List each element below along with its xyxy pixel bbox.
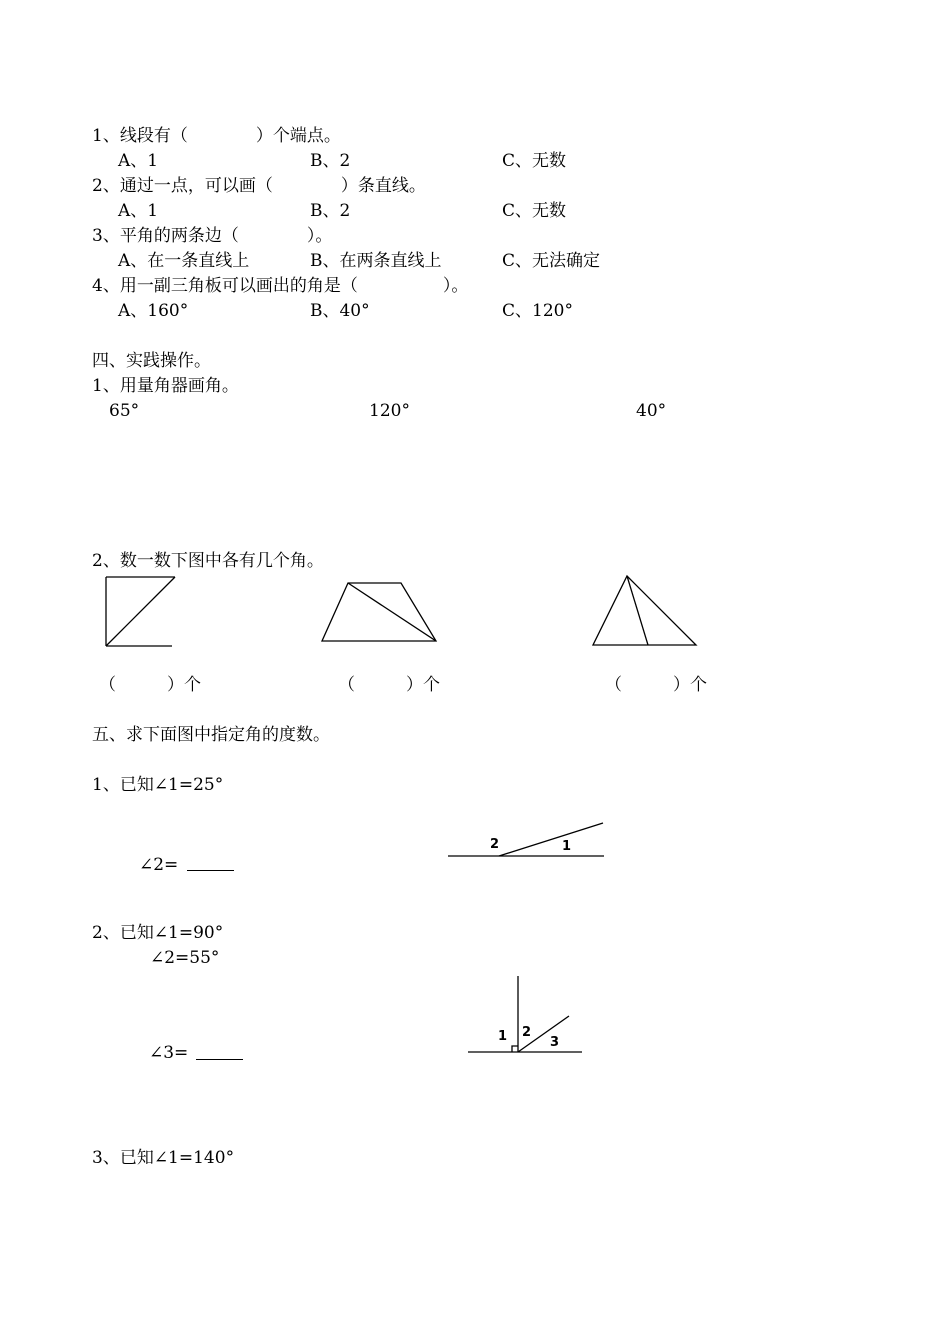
answer-trapezoid: （ ）个 <box>338 675 440 695</box>
fig1-label-1: 1 <box>562 839 572 854</box>
q3-stem: 3、平角的两条边（ ）。 <box>92 226 333 246</box>
q1-stem: 1、线段有（ ）个端点。 <box>92 126 341 146</box>
s5-p1-ask: ∠2= <box>139 855 179 875</box>
q1-option-a: A、1 <box>118 151 159 171</box>
s5-p3-given: 3、已知∠1=140° <box>92 1148 235 1168</box>
q2-option-a: A、1 <box>118 201 159 221</box>
angle-40-label: 40° <box>636 401 667 421</box>
q2-stem: 2、通过一点，可以画（ ）条直线。 <box>92 176 426 196</box>
fig1-label-2: 2 <box>490 837 500 852</box>
section4-p2-title: 2、数一数下图中各有几个角。 <box>92 551 324 571</box>
answer-square: （ ）个 <box>99 675 201 695</box>
section5-heading: 五、求下面图中指定角的度数。 <box>92 725 330 745</box>
q4-stem: 4、用一副三角板可以画出的角是（ ）。 <box>92 276 469 296</box>
q4-option-c: C、120° <box>502 301 573 321</box>
s5-p1-given: 1、已知∠1=25° <box>92 775 224 795</box>
q1-option-c: C、无数 <box>502 151 567 171</box>
q4-option-a: A、160° <box>118 301 189 321</box>
s5-p2-given1: 2、已知∠1=90° <box>92 923 224 943</box>
q1-option-b: B、2 <box>310 151 351 171</box>
answer-triangle: （ ）个 <box>605 675 707 695</box>
q4-option-b: B、40° <box>310 301 370 321</box>
section4-heading: 四、实践操作。 <box>92 351 211 371</box>
s5-p2-ask: ∠3= <box>149 1043 189 1063</box>
q3-option-a: A、在一条直线上 <box>118 251 250 271</box>
fig2-label-3: 3 <box>550 1035 560 1050</box>
fig2-label-2: 2 <box>522 1025 532 1040</box>
fig2-label-1: 1 <box>498 1029 508 1044</box>
angle-120-label: 120° <box>369 401 410 421</box>
angle-65-label: 65° <box>109 401 140 421</box>
section4-p1-title: 1、用量角器画角。 <box>92 376 239 396</box>
s5-p2-given2: ∠2=55° <box>150 948 220 968</box>
q3-option-c: C、无法确定 <box>502 251 601 271</box>
q2-option-c: C、无数 <box>502 201 567 221</box>
q2-option-b: B、2 <box>310 201 351 221</box>
q3-option-b: B、在两条直线上 <box>310 251 442 271</box>
